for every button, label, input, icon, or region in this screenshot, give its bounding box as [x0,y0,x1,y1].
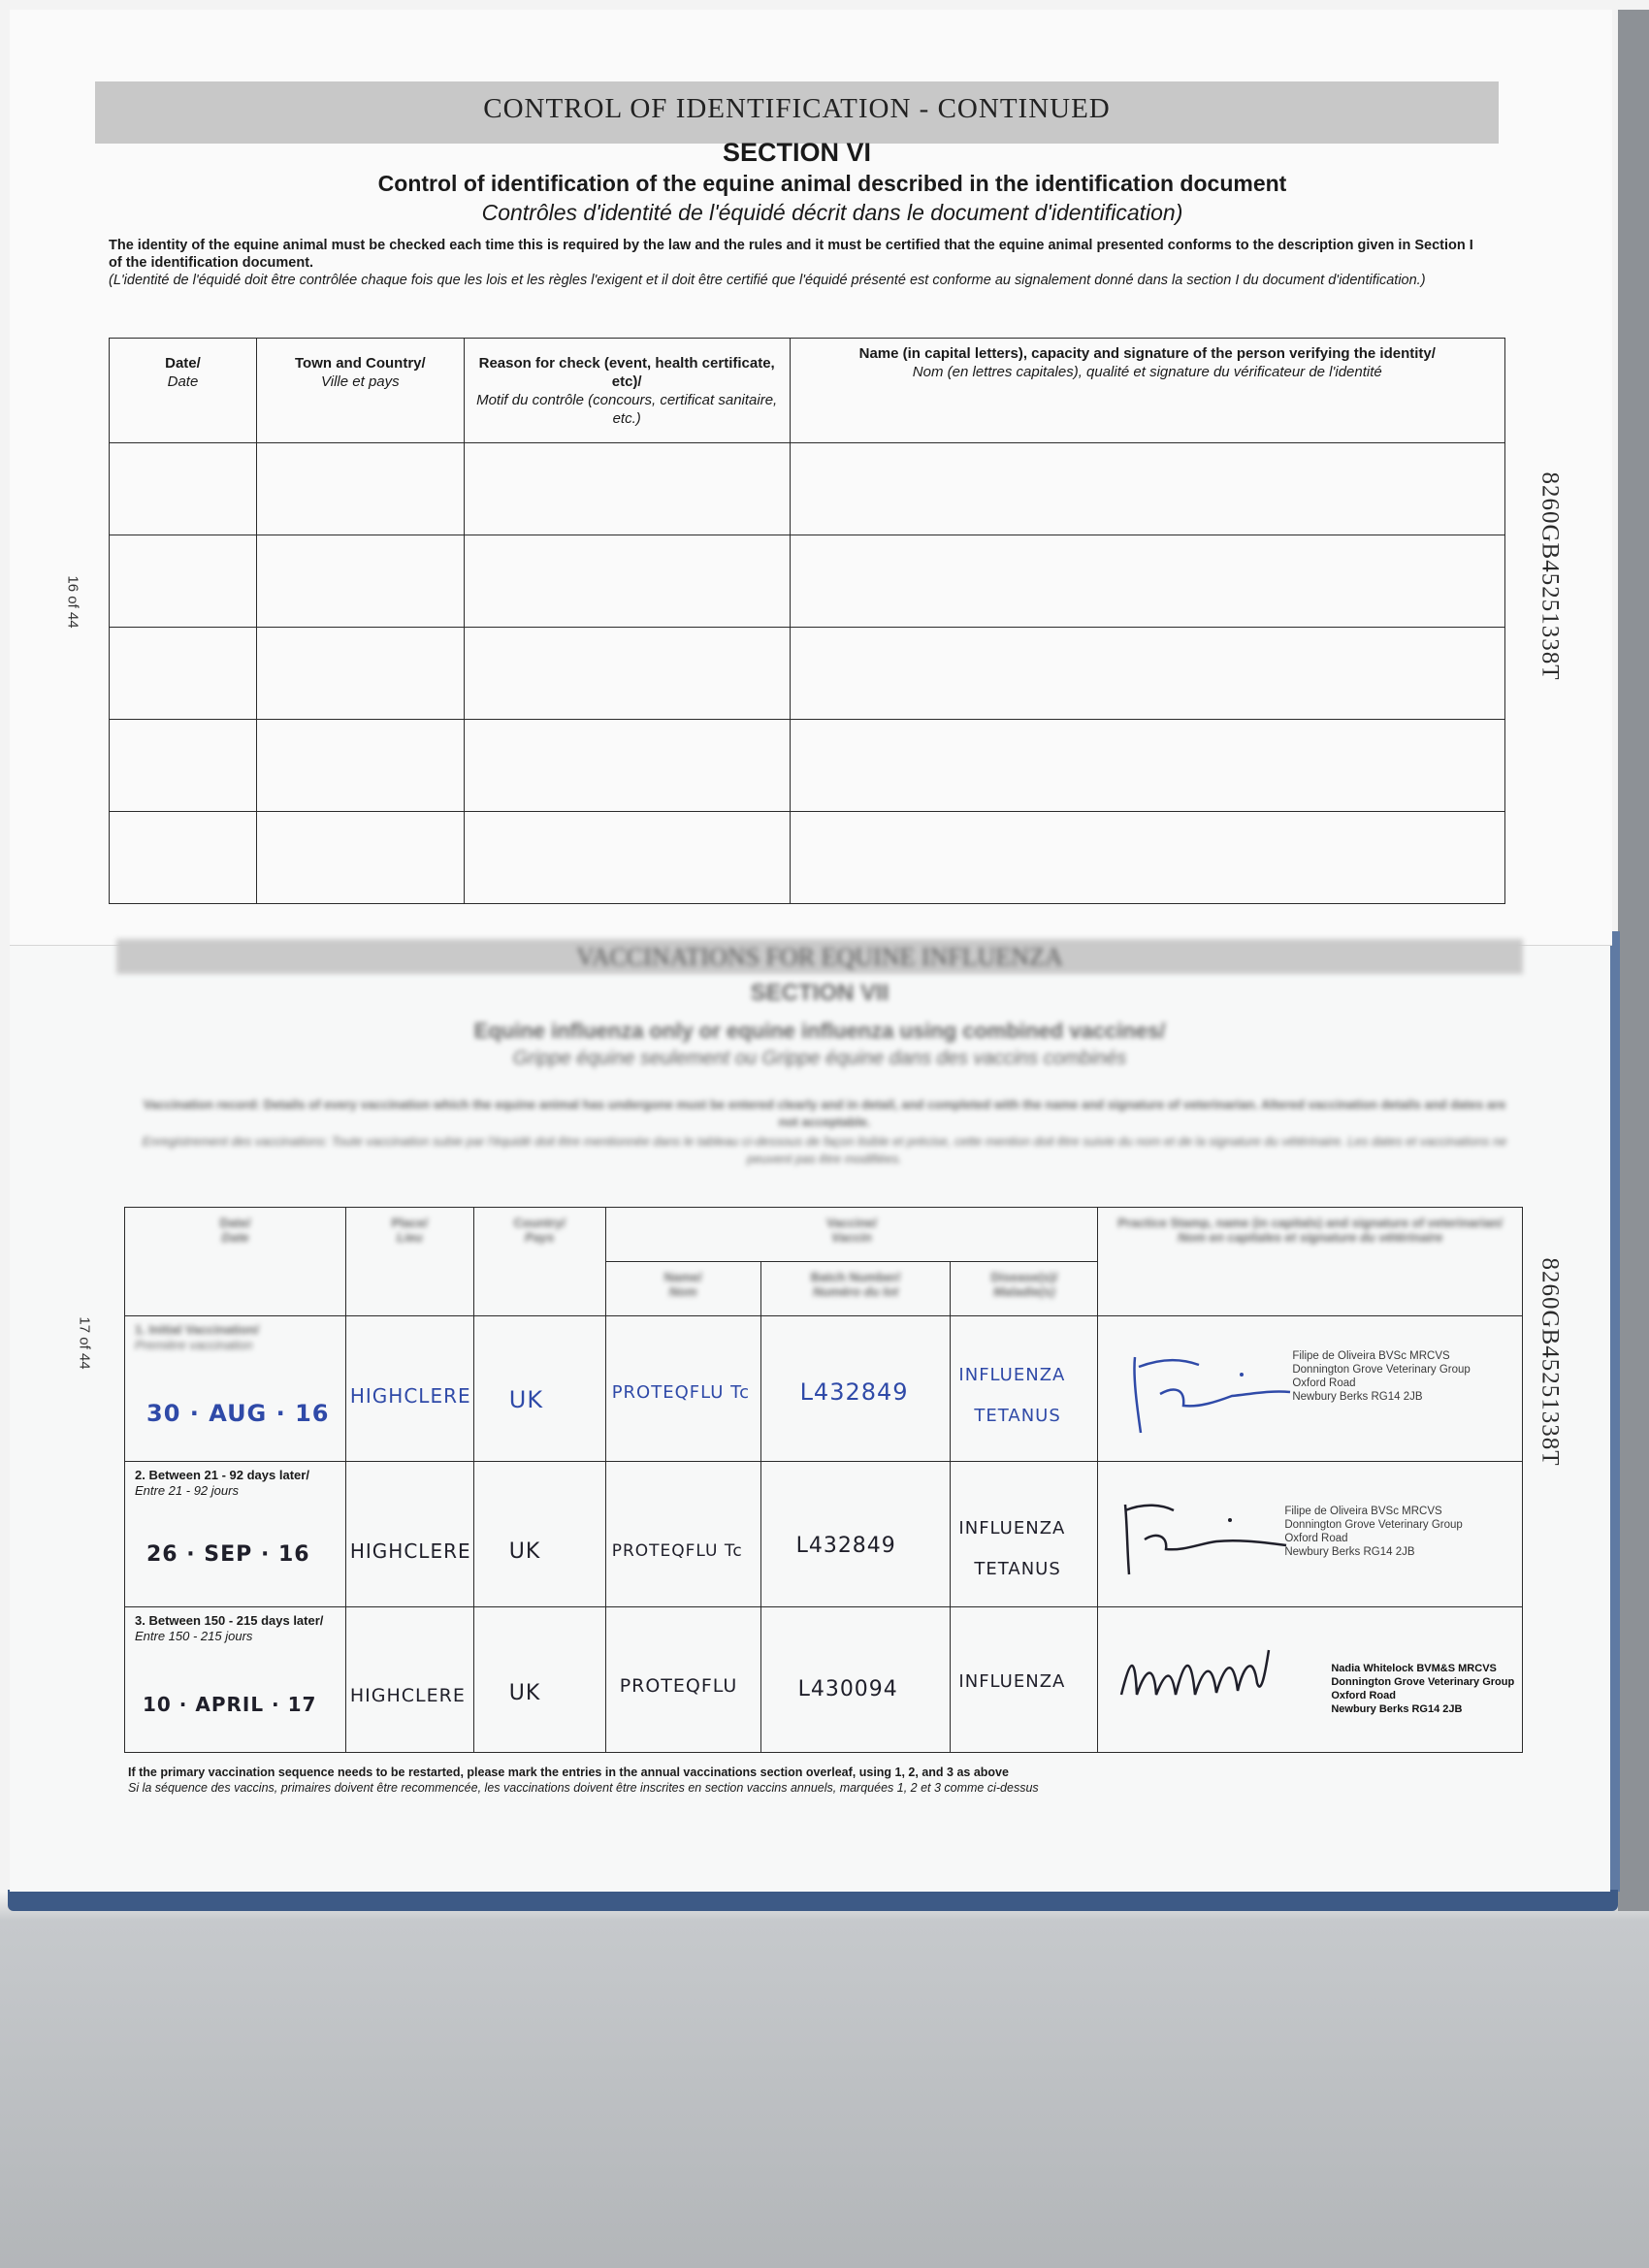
table-header-row [110,339,1505,443]
col-label-en: Reason for check (event, health certificate, etc)/ [478,355,775,390]
vaccine-value: PROTEQFLU Tc [611,1382,750,1403]
vaccine-value: PROTEQFLU [619,1675,738,1697]
intro-en: Vaccination record: Details of every vaccination which the equine animal has undergone must be entered clearly and in detail, and completed with the name and signature of veterinarian. Altered vaccination details and dates are not acceptable. [143,1097,1506,1129]
col-vaccine [605,1208,1098,1262]
country-value: UK [508,1386,544,1413]
vet-signature [1112,1636,1306,1724]
table-row [125,1316,1523,1462]
table-row [125,1607,1523,1753]
cell[interactable] [790,812,1504,904]
table-row [110,443,1505,535]
col-label-fr: Lieu [396,1230,423,1245]
col-date [110,339,257,443]
footer-note-fr: Si la séquence des vaccins, primaires doivent être recommencée, les vaccinations doivent être inscrites en section vaccins annuels, marquées 1, 2 et 3 comme ci-dessus [128,1781,1039,1795]
col-label-fr: Numéro du lot [812,1284,899,1299]
scanner-edge [1618,10,1649,1911]
page-number: 16 of 44 [64,575,81,629]
col-vet [1098,1208,1523,1316]
cell[interactable] [256,812,464,904]
col-label-fr: Vaccin [831,1230,872,1245]
section-title: SECTION VII [750,980,889,1006]
footer-note-en: If the primary vaccination sequence needs to be restarted, please mark the entries in the annual vaccinations section overleaf, using 1, 2, and 3 as above [128,1766,1009,1779]
cell[interactable] [790,720,1504,812]
cell[interactable] [464,720,790,812]
identification-table [109,338,1505,904]
col-label-fr: Ville et pays [321,373,400,390]
col-label-en: Date/ [165,355,201,372]
date-value: 10 · APRIL · 17 [143,1693,317,1716]
col-label-fr: Date [221,1230,249,1245]
stamp-line: Filipe de Oliveira BVSc MRCVS [1292,1350,1450,1362]
place-value: HIGHCLERE [349,1384,471,1408]
vaccine-cell [605,1607,760,1753]
col-label-fr: Pays [525,1230,555,1245]
cell[interactable] [110,628,257,720]
batch-value: L432849 [799,1378,909,1406]
vet-cell [1098,1607,1523,1753]
col-label-en: Disease(s)/ [990,1270,1058,1284]
batch-cell [760,1607,951,1753]
disease-cell [951,1462,1098,1607]
cell[interactable] [464,443,790,535]
cover-bottom-edge [8,1890,1618,1911]
vet-cell [1098,1316,1523,1462]
col-label-en: Name/ [663,1270,702,1284]
country-value: UK [508,1681,541,1705]
col-label-en: Country/ [513,1215,566,1230]
table-row [110,628,1505,720]
subtitle-fr: Grippe équine seulement ou Grippe équine dans des vaccins combinés [512,1048,1127,1069]
col-label-fr: Motif du contrôle (concours, certificat sanitaire, etc.) [476,392,778,427]
place-value: HIGHCLERE [349,1539,471,1563]
stamp-line: Donnington Grove Veterinary Group [1292,1364,1471,1376]
place-cell [345,1607,473,1753]
vet-stamp [1284,1505,1462,1559]
table-row [125,1462,1523,1607]
disease-value: INFLUENZA [958,1671,1066,1692]
cell[interactable] [110,812,257,904]
col-label-fr: Nom [668,1284,697,1299]
vaccination-table [124,1207,1523,1753]
place-value: HIGHCLERE [349,1685,466,1706]
table-row [110,535,1505,628]
subtitle-en: Equine influenza only or equine influenza using combined vaccines/ [473,1019,1166,1043]
passport-number: 8260GB45251338T [1536,471,1564,681]
row-label [125,1462,346,1607]
stamp-line: Donnington Grove Veterinary Group [1284,1519,1463,1531]
place-cell [345,1462,473,1607]
intro-fr: Enregistrement des vaccinations: Toute vaccination subie par l'équidé doit être mentionnée dans le tableau ci-dessous de façon lisible et précise, cette mention doit être suivie du nom et de la signature du vétérinaire. Les dates et vaccinations ne peuvent pas être modifiées. [142,1134,1507,1166]
col-label-fr: Nom en capitales et signature du vétérinaire [1178,1230,1443,1245]
subtitle-en: Control of identification of the equine animal described in the identification document [377,171,1287,196]
cell[interactable] [256,628,464,720]
country-cell [473,1607,605,1753]
passport-number: 8260GB45251338T [1536,1257,1564,1467]
subtitle-fr: Contrôles d'identité de l'équidé décrit dans le document d'identification) [481,200,1183,225]
cell[interactable] [464,535,790,628]
row-label [125,1607,346,1753]
date-value: 26 · SEP · 16 [146,1542,310,1567]
row-label-fr: Entre 150 - 215 jours [135,1629,253,1643]
table-header-row [125,1208,1523,1262]
stamp-line: Filipe de Oliveira BVSc MRCVS [1284,1506,1442,1517]
intro-en: The identity of the equine animal must be checked each time this is required by the law and the rules and it must be certified that the equine animal presented conforms to the description given in Section I of the identification document. [109,238,1473,271]
vaccine-cell [605,1316,760,1462]
stamp-line: Newbury Berks RG14 2JB [1284,1546,1415,1558]
vaccine-value: PROTEQFLU Tc [611,1541,743,1561]
col-label-en: Name (in capital letters), capacity and signature of the person verifying the identity/ [858,345,1436,362]
table-row [110,812,1505,904]
disease-value: INFLUENZA [958,1518,1066,1539]
cell[interactable] [464,628,790,720]
cell[interactable] [256,443,464,535]
col-verifier [790,339,1504,443]
col-label-fr: Maladie(s) [993,1284,1055,1299]
country-value: UK [508,1539,541,1564]
page-number: 17 of 44 [76,1316,93,1370]
col-disease [951,1262,1098,1316]
stamp-line: Newbury Berks RG14 2JB [1292,1391,1423,1403]
cell[interactable] [110,720,257,812]
col-reason [464,339,790,443]
vet-signature [1112,1481,1296,1588]
stamp-line: Nadia Whitelock BVM&S MRCVS [1331,1663,1497,1674]
col-label-en: Town and Country/ [294,355,426,372]
date-value: 30 · AUG · 16 [146,1400,330,1427]
intro-fr: (L'identité de l'équidé doit être contrôlée chaque fois que les lois et les règles l'exigent et il doit être certifié que l'équidé présenté est conforme au signalement donné dans la section I du document d'identification.) [109,273,1426,288]
disease-cell [951,1316,1098,1462]
col-date [125,1208,346,1316]
row-label [125,1316,346,1462]
stamp-line: Donnington Grove Veterinary Group [1331,1676,1515,1688]
country-cell [473,1462,605,1607]
col-label-en: Date/ [219,1215,251,1230]
cell[interactable] [790,535,1504,628]
col-label-fr: Date [167,373,199,390]
vet-stamp [1292,1349,1470,1404]
cell[interactable] [110,535,257,628]
stamp-line: Oxford Road [1292,1377,1356,1389]
col-label-en: Place/ [391,1215,429,1230]
disease-value-2: TETANUS [974,1406,1061,1426]
batch-value: L430094 [797,1677,898,1701]
cell[interactable] [256,535,464,628]
cell[interactable] [790,628,1504,720]
banner-title: CONTROL OF IDENTIFICATION - CONTINUED [483,93,1111,124]
row-label-fr: Première vaccination [135,1338,253,1352]
col-country [473,1208,605,1316]
stamp-line: Oxford Road [1331,1690,1396,1701]
cell[interactable] [110,443,257,535]
col-town [256,339,464,443]
banner-title: VACCINATIONS FOR EQUINE INFLUENZA [576,943,1063,971]
vet-stamp [1331,1662,1514,1716]
vaccine-cell [605,1462,760,1607]
disease-cell [951,1607,1098,1753]
col-label-en: Batch Number/ [810,1270,901,1284]
col-label-en: Practice Stamp, name (in capitals) and signature of veterinarian/ [1117,1215,1503,1230]
disease-value-2: TETANUS [974,1559,1061,1579]
col-label-en: Vaccine/ [825,1215,878,1230]
col-batch [760,1262,951,1316]
row-label-fr: Entre 21 - 92 jours [135,1483,239,1498]
stamp-line: Oxford Road [1284,1533,1348,1544]
col-label-fr: Nom (en lettres capitales), qualité et signature du vérificateur de l'identité [912,364,1382,380]
cell[interactable] [256,720,464,812]
vet-cell [1098,1462,1523,1607]
row-label-en: 1. Initial Vaccination/ [135,1322,259,1337]
col-place [345,1208,473,1316]
batch-value: L432849 [795,1534,896,1558]
row-label-en: 2. Between 21 - 92 days later/ [135,1468,309,1482]
disease-value: INFLUENZA [958,1365,1066,1385]
row-label-en: 3. Between 150 - 215 days later/ [135,1613,324,1628]
section-title: SECTION VI [722,138,872,167]
batch-cell [760,1462,951,1607]
stamp-line: Newbury Berks RG14 2JB [1331,1703,1463,1715]
cell[interactable] [464,812,790,904]
col-vaccine-name [605,1262,760,1316]
country-cell [473,1316,605,1462]
batch-cell [760,1316,951,1462]
place-cell [345,1316,473,1462]
vet-signature [1116,1338,1300,1444]
table-row [110,720,1505,812]
cell[interactable] [790,443,1504,535]
